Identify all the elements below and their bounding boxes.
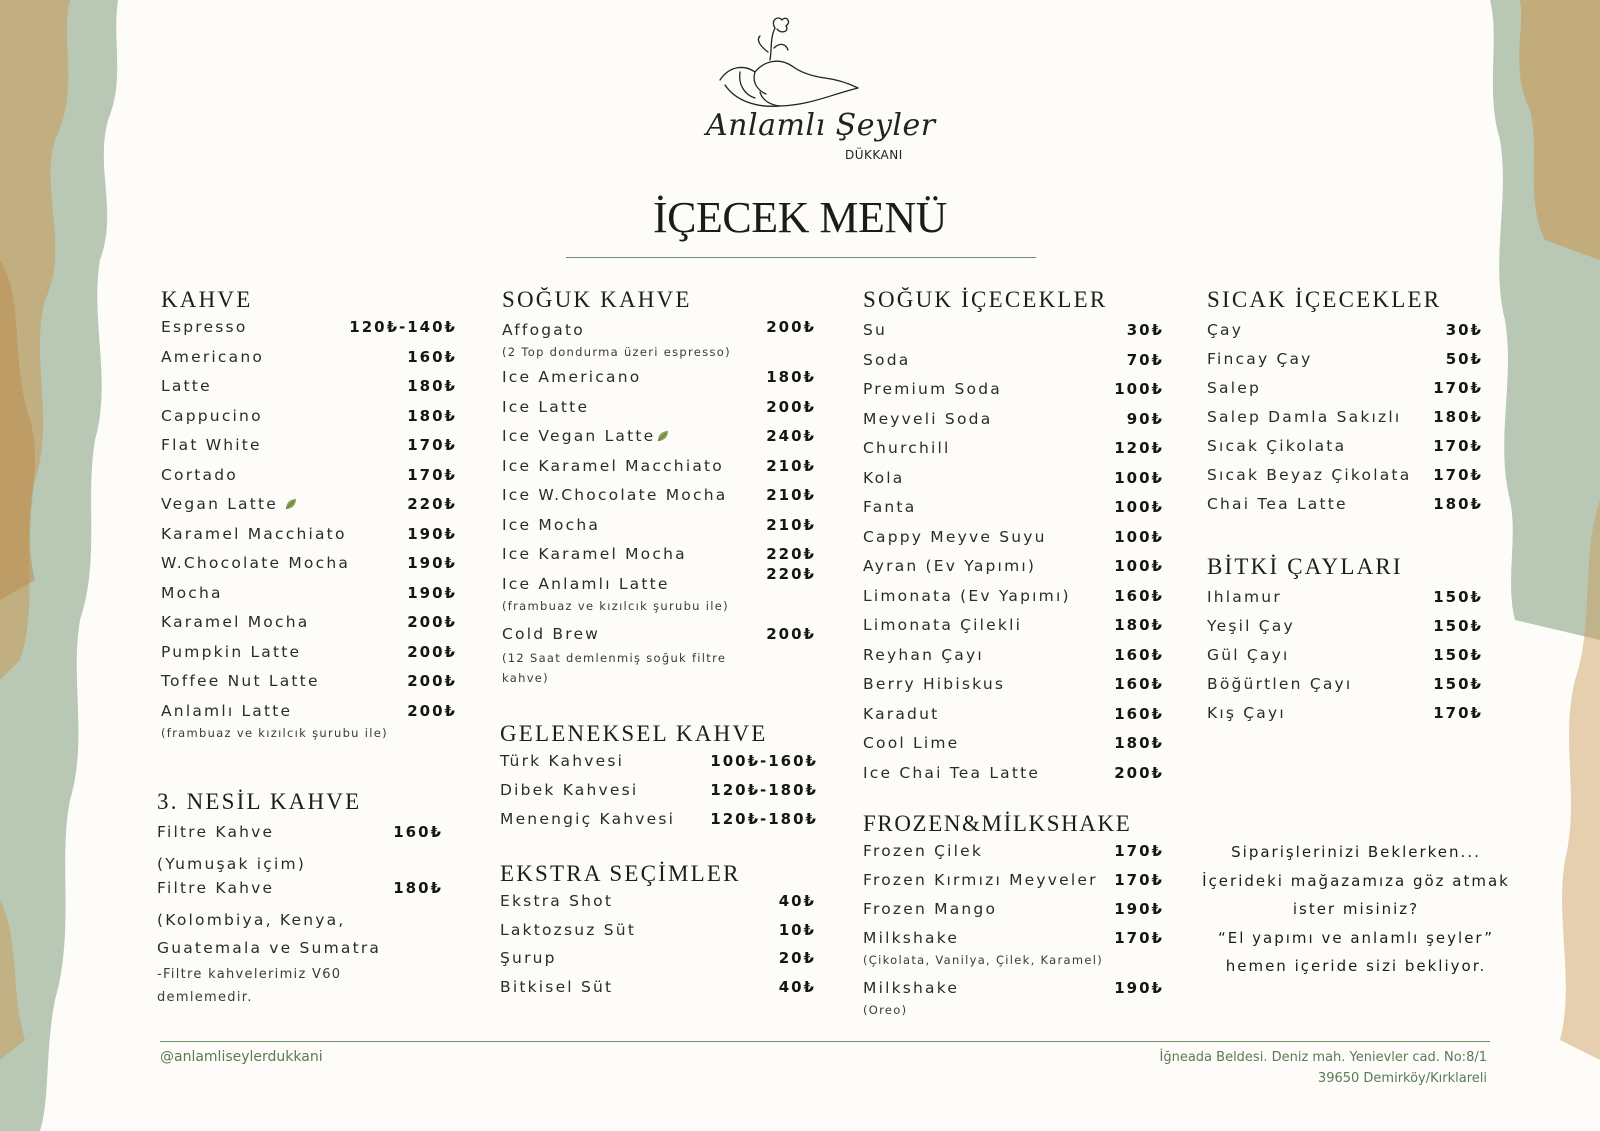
menu-item	[863, 406, 1164, 436]
item-price: 20₺	[778, 949, 816, 967]
section-title: SOĞUK İÇECEKLER	[863, 287, 1108, 312]
address-line: İğneada Beldesi. Deniz mah. Yenievler cad. No:8/1	[1159, 1050, 1487, 1065]
item-name: Fincay Çay	[1207, 350, 1313, 368]
item-price: 220₺	[766, 545, 816, 563]
message-line: hemen içeride sizi bekliyor.	[1225, 957, 1487, 975]
item-name: Berry Hibiskus	[863, 675, 1006, 693]
item-name: Ice Latte	[502, 397, 590, 416]
item-name: Espresso	[161, 318, 248, 336]
item-name: Cortado	[161, 465, 238, 484]
menu-item	[863, 642, 1164, 672]
item-price: 150₺	[1433, 588, 1483, 606]
leaf-icon	[656, 429, 670, 443]
menu-item	[863, 553, 1164, 583]
menu-item	[1207, 642, 1483, 671]
menu-item	[863, 841, 1164, 870]
menu-item	[863, 928, 1164, 950]
item-price: 10₺	[778, 920, 816, 939]
item-price: 100₺	[1114, 468, 1164, 487]
item-price: 180₺	[1114, 734, 1164, 752]
menu-item	[502, 624, 818, 648]
menu-item	[500, 809, 818, 838]
item-note: kahve)	[502, 670, 549, 685]
menu-item	[1207, 433, 1483, 462]
item-price: 170₺	[1433, 437, 1483, 455]
item-name: Limonata Çilekli	[863, 616, 1023, 634]
item-price: 120₺	[1114, 439, 1164, 457]
section-title: SICAK İÇECEKLER	[1207, 287, 1442, 312]
item-price: 190₺	[407, 583, 457, 602]
item-name: Cappucino	[161, 406, 263, 425]
item-price: 100₺-160₺	[710, 752, 818, 770]
item-name: Karadut	[863, 704, 940, 723]
item-price: 200₺	[766, 624, 816, 643]
item-name: Türk Kahvesi	[500, 752, 625, 770]
item-name: Ayran (Ev Yapımı)	[863, 557, 1037, 575]
menu-item	[863, 730, 1164, 760]
item-price: 240₺	[766, 427, 816, 445]
menu-item	[1207, 613, 1483, 642]
item-name: Meyveli Soda	[863, 409, 993, 428]
item-price: 120₺-140₺	[349, 318, 457, 336]
footer-divider	[160, 1041, 1490, 1042]
item-price: 70₺	[1126, 350, 1164, 369]
menu-item	[502, 426, 818, 456]
section-title: BİTKİ ÇAYLARI	[1207, 554, 1403, 579]
item-price: 120₺-180₺	[710, 781, 818, 799]
menu-item	[500, 780, 818, 809]
menu-item	[863, 524, 1164, 554]
item-detail: (Yumuşak içim)	[157, 855, 307, 873]
item-price: 30₺	[1126, 321, 1164, 339]
menu-item	[863, 317, 1164, 347]
menu-item	[161, 494, 457, 524]
item-price: 170₺	[1433, 379, 1483, 397]
brand-name: Anlamlı Şeyler	[706, 108, 936, 143]
item-note: (frambuaz ve kızılcık şurubu ile)	[161, 725, 388, 740]
menu-item	[161, 524, 457, 554]
menu-item	[161, 701, 457, 725]
item-price: 170₺	[1114, 929, 1164, 947]
menu-item	[1207, 375, 1483, 404]
item-name: Chai Tea Latte	[1207, 495, 1348, 513]
section-nesil-kahve	[157, 788, 457, 1009]
menu-item	[161, 553, 457, 583]
item-name: Su	[863, 321, 888, 339]
item-price: 120₺-180₺	[710, 810, 818, 828]
item-price: 100₺	[1114, 527, 1164, 546]
item-price: 160₺	[393, 823, 443, 841]
item-price: 160₺	[1114, 675, 1164, 693]
item-name: Karamel Macchiato	[161, 524, 347, 543]
item-price: 200₺	[407, 672, 457, 690]
item-price: 190₺	[1114, 900, 1164, 918]
menu-item	[502, 564, 818, 598]
section-kahve	[161, 286, 457, 741]
item-note: demlemedir.	[157, 990, 253, 1005]
menu-item	[161, 406, 457, 436]
item-price: 100₺	[1114, 498, 1164, 516]
item-name: Ice Vegan Latte	[502, 427, 656, 445]
item-name: Ice Mocha	[502, 515, 601, 534]
menu-item	[1207, 671, 1483, 700]
item-note: (Çikolata, Vanilya, Çilek, Karamel)	[863, 953, 1104, 967]
social-handle: @anlamliseylerdukkani	[160, 1049, 323, 1065]
menu-item	[502, 397, 818, 427]
item-price: 210₺	[766, 486, 816, 504]
menu-item	[161, 317, 457, 347]
message-line: ister misiniz?	[1292, 900, 1420, 918]
menu-item	[1207, 404, 1483, 433]
item-price: 150₺	[1433, 646, 1483, 664]
item-name: Churchill	[863, 439, 951, 457]
item-name: Premium Soda	[863, 380, 1002, 398]
menu-item	[863, 760, 1164, 790]
item-name: Salep Damla Sakızlı	[1207, 408, 1402, 426]
item-note: (2 Top dondurma üzeri espresso)	[502, 345, 731, 359]
item-name: Şurup	[500, 949, 557, 967]
menu-item	[863, 612, 1164, 642]
menu-item	[863, 347, 1164, 377]
item-name: Affogato	[502, 321, 585, 339]
item-name: Ice W.Chocolate Mocha	[502, 486, 728, 504]
menu-item	[1207, 491, 1483, 520]
item-name: Toffee Nut Latte	[161, 672, 320, 690]
item-price: 180₺	[393, 879, 443, 897]
item-name: Böğürtlen Çayı	[1207, 675, 1353, 693]
watercolor-left-decoration	[0, 0, 150, 1131]
item-name: Cappy Meyve Suyu	[863, 527, 1047, 546]
address-line: 39650 Demirköy/Kırklareli	[1317, 1071, 1487, 1086]
menu-item	[157, 822, 457, 850]
item-name-with-icon	[161, 494, 298, 514]
menu-item	[502, 456, 818, 486]
menu-item	[502, 317, 818, 341]
item-price: 220₺	[766, 564, 816, 583]
item-note: -Filtre kahvelerimiz V60	[157, 967, 342, 982]
item-name: Pumpkin Latte	[161, 642, 302, 661]
item-name-with-icon	[502, 426, 670, 446]
item-name: Ice Americano	[502, 368, 642, 386]
item-name: Gül Çayı	[1207, 646, 1290, 664]
menu-item	[500, 920, 818, 949]
item-price: 40₺	[778, 892, 816, 910]
menu-item	[863, 671, 1164, 701]
item-price: 200₺	[766, 397, 816, 416]
item-name: Milkshake	[863, 979, 960, 997]
item-name: Ekstra Shot	[500, 892, 614, 910]
section-title: SOĞUK KAHVE	[502, 287, 692, 312]
item-price: 190₺	[1114, 979, 1164, 997]
item-name: Reyhan Çayı	[863, 645, 984, 664]
section-soguk-kahve	[502, 286, 818, 688]
section-sicak-icecekler	[1207, 286, 1483, 520]
item-price: 40₺	[778, 977, 816, 996]
item-price: 160₺	[1114, 704, 1164, 723]
menu-item	[863, 899, 1164, 928]
item-name: Sıcak Çikolata	[1207, 437, 1347, 455]
section-title: EKSTRA SEÇİMLER	[500, 861, 741, 886]
item-price: 180₺	[1114, 616, 1164, 634]
menu-item	[1207, 462, 1483, 491]
item-price: 160₺	[1114, 586, 1164, 605]
section-title: KAHVE	[161, 287, 253, 312]
menu-item	[863, 583, 1164, 613]
menu-item	[863, 701, 1164, 731]
item-name: Cool Lime	[863, 734, 960, 752]
page-title: İÇECEK MENÜ	[653, 193, 947, 242]
item-price: 200₺	[407, 613, 457, 631]
welcome-message	[1186, 838, 1526, 981]
item-name: Menengiç Kahvesi	[500, 810, 676, 828]
item-name: Karamel Mocha	[161, 613, 310, 631]
brand-subtitle: DÜKKANI	[845, 148, 903, 162]
item-price: 210₺	[766, 456, 816, 475]
item-name: Laktozsuz Süt	[500, 920, 637, 939]
menu-item	[161, 671, 457, 701]
item-price: 200₺	[1114, 763, 1164, 782]
item-name: Ice Karamel Mocha	[502, 545, 687, 563]
item-name: Frozen Kırmızı Meyveler	[863, 871, 1098, 889]
menu-item	[161, 376, 457, 406]
section-title: FROZEN&MİLKSHAKE	[863, 811, 1132, 836]
item-name: Bitkisel Süt	[500, 977, 614, 996]
menu-item	[1207, 584, 1483, 613]
item-note: (12 Saat demlenmiş soğuk filtre	[502, 650, 727, 665]
menu-item	[863, 465, 1164, 495]
section-geleneksel-kahve	[500, 720, 818, 838]
item-price: 150₺	[1433, 675, 1483, 693]
item-name: Soda	[863, 350, 911, 369]
menu-item	[500, 948, 818, 977]
menu-item	[161, 583, 457, 613]
menu-item	[502, 485, 818, 515]
menu-item	[1207, 346, 1483, 375]
item-price: 190₺	[407, 554, 457, 572]
menu-item	[500, 751, 818, 780]
item-name: Frozen Çilek	[863, 842, 984, 860]
menu-item	[1207, 317, 1483, 346]
item-price: 30₺	[1445, 321, 1483, 339]
section-bitki-caylari	[1207, 553, 1483, 729]
menu-item	[500, 891, 818, 920]
menu-item	[863, 435, 1164, 465]
item-price: 170₺	[407, 465, 457, 484]
item-detail: Guatemala ve Sumatra	[157, 939, 382, 957]
section-frozen-milkshake	[863, 810, 1164, 1020]
item-price: 100₺	[1114, 380, 1164, 398]
item-price: 180₺	[1433, 408, 1483, 426]
menu-item	[502, 515, 818, 545]
menu-item	[161, 435, 457, 465]
item-price: 160₺	[407, 347, 457, 366]
item-name: Sıcak Beyaz Çikolata	[1207, 466, 1412, 484]
item-name: Ice Karamel Macchiato	[502, 456, 724, 475]
item-name: Kış Çayı	[1207, 704, 1286, 722]
hand-flower-logo-icon	[700, 10, 910, 170]
menu-item	[863, 870, 1164, 899]
menu-item	[863, 376, 1164, 406]
menu-item	[1207, 700, 1483, 729]
item-price: 90₺	[1126, 409, 1164, 428]
item-name: Çay	[1207, 321, 1244, 339]
item-name: Salep	[1207, 379, 1262, 397]
item-name: Milkshake	[863, 929, 960, 947]
item-price: 200₺	[766, 318, 816, 336]
item-name: W.Chocolate Mocha	[161, 554, 351, 572]
item-name: Frozen Mango	[863, 900, 998, 918]
section-title: 3. NESİL KAHVE	[157, 789, 362, 814]
item-note: (frambuaz ve kızılcık şurubu ile)	[502, 598, 729, 613]
section-ekstra-secimler	[500, 860, 818, 1005]
item-name: Fanta	[863, 498, 917, 516]
item-price: 170₺	[407, 436, 457, 454]
item-price: 170₺	[1114, 842, 1164, 860]
item-name: Latte	[161, 377, 212, 395]
message-line: “El yapımı ve anlamlı şeyler”	[1217, 928, 1495, 947]
section-soguk-icecekler	[863, 286, 1164, 789]
item-name: Limonata (Ev Yapımı)	[863, 586, 1071, 605]
item-price: 210₺	[766, 515, 816, 534]
item-price: 200₺	[407, 701, 457, 720]
item-price: 220₺	[407, 495, 457, 513]
item-name: Mocha	[161, 583, 223, 602]
item-price: 180₺	[1433, 495, 1483, 513]
item-price: 160₺	[1114, 645, 1164, 664]
menu-item	[863, 494, 1164, 524]
item-price: 50₺	[1445, 350, 1483, 368]
item-price: 180₺	[407, 406, 457, 425]
item-price: 150₺	[1433, 617, 1483, 635]
item-name: Dibek Kahvesi	[500, 781, 639, 799]
message-line: Siparişlerinizi Beklerken...	[1231, 843, 1481, 861]
item-name: Kola	[863, 468, 905, 487]
section-title: GELENEKSEL KAHVE	[500, 721, 768, 746]
address	[1160, 1047, 1487, 1089]
item-price: 170₺	[1433, 704, 1483, 722]
item-price: 180₺	[766, 368, 816, 386]
menu-item	[161, 347, 457, 377]
message-line: İçerideki mağazamıza göz atmak	[1202, 871, 1510, 890]
item-name: Ihlamur	[1207, 588, 1282, 606]
item-price: 170₺	[1114, 871, 1164, 889]
item-name: Ice Chai Tea Latte	[863, 763, 1041, 782]
item-price: 180₺	[407, 377, 457, 395]
item-name: Anlamlı Latte	[161, 701, 293, 720]
leaf-icon	[284, 497, 298, 511]
menu-item	[161, 612, 457, 642]
item-price: 190₺	[407, 524, 457, 543]
item-name: Vegan Latte	[161, 495, 279, 513]
item-name: Yeşil Çay	[1207, 617, 1295, 635]
menu-item	[502, 367, 818, 397]
menu-item	[863, 978, 1164, 1000]
item-name: Filtre Kahve	[157, 879, 275, 897]
menu-item	[500, 977, 818, 1006]
item-price: 100₺	[1114, 557, 1164, 575]
item-detail: (Kolombiya, Kenya,	[157, 911, 346, 929]
menu-item	[157, 878, 457, 906]
item-price: 170₺	[1433, 466, 1483, 484]
item-name: Americano	[161, 347, 265, 366]
menu-item	[161, 465, 457, 495]
item-name: Cold Brew	[502, 624, 601, 643]
item-name: Filtre Kahve	[157, 823, 275, 841]
item-name: Flat White	[161, 436, 262, 454]
item-name: Ice Anlamlı Latte	[502, 574, 670, 593]
item-price: 200₺	[407, 642, 457, 661]
item-note: (Oreo)	[863, 1003, 908, 1017]
menu-item	[161, 642, 457, 672]
title-divider	[566, 257, 1036, 258]
